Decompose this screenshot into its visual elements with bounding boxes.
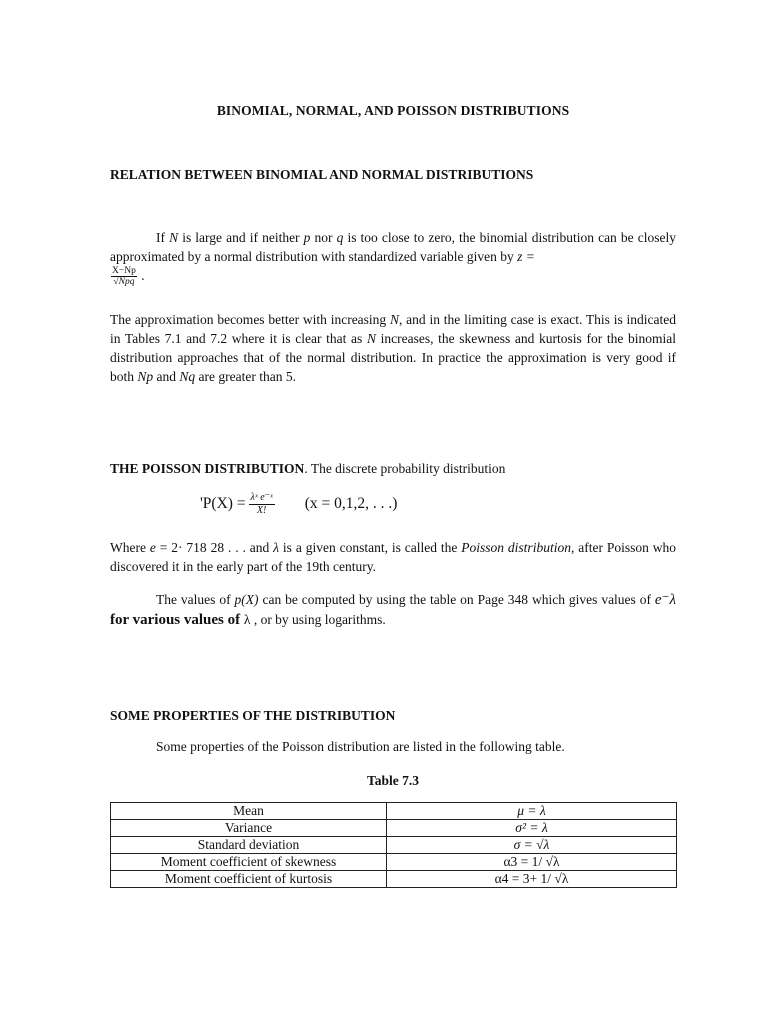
standardized-variable-fraction: $\frac{X-Np}{\text{√Npq}}$ bbox=[112, 266, 136, 288]
property-value: σ² = λ bbox=[387, 820, 677, 837]
paragraph-approximation-condition: If N is large and if neither p nor q is too close to zero, the binomial distribution can be closely approximated by a normal distribution with standardized variable given by z = $\frac{X-Np}{\text{√Npq}}$ . bbox=[110, 230, 676, 288]
property-label: Variance bbox=[111, 820, 387, 837]
property-label: Moment coefficient of skewness bbox=[111, 854, 387, 871]
property-label: Moment coefficient of kurtosis bbox=[111, 871, 387, 888]
poisson-heading-line: THE POISSON DISTRIBUTION. The discrete probability distribution bbox=[110, 461, 506, 476]
property-value: μ = λ bbox=[387, 803, 677, 820]
document-title: BINOMIAL, NORMAL, AND POISSON DISTRIBUTIONS bbox=[216, 103, 570, 118]
table-caption: Table 7.3 bbox=[366, 773, 420, 788]
property-label: Mean bbox=[111, 803, 387, 820]
table-row bbox=[111, 837, 677, 854]
paragraph-poisson-values: The values of p(X) can be computed by using the table on Page 348 which gives values of e⁻λ for various values of λ , or by using logarithms. bbox=[110, 592, 676, 628]
property-label: Standard deviation bbox=[111, 837, 387, 854]
table-row bbox=[111, 871, 677, 888]
property-value: α3 = 1/ √λ bbox=[387, 854, 677, 871]
section-heading-properties: SOME PROPERTIES OF THE DISTRIBUTION bbox=[110, 708, 396, 723]
properties-table bbox=[110, 802, 677, 888]
section-heading-poisson: THE POISSON DISTRIBUTION bbox=[110, 461, 305, 476]
table-row bbox=[111, 803, 677, 820]
poisson-formula: 'P(X) = $\frac{\text{λˣ e⁻ˣ}}{X!}$ (x = 0,1,2, . . .) bbox=[200, 492, 398, 516]
paragraph-poisson-definition: Where e = 2· 718 28 . . . and λ is a given constant, is called the Poisson distribution, after Poisson who discovered it in the early part of the 19th century. bbox=[110, 540, 677, 574]
properties-intro: Some properties of the Poisson distribution are listed in the following table. bbox=[156, 739, 565, 754]
property-value: σ = √λ bbox=[387, 837, 677, 854]
table-row bbox=[111, 820, 677, 837]
paragraph-approximation-improvement: The approximation becomes better with increasing N, and in the limiting case is exact. This is indicated in Tables 7.1 and 7.2 where it is clear that as N increases, the skewness and kurtosis for the binomial distribution approaches that of the normal distribution. In practice the approximation is very good if both Np and Nq are greater than 5. bbox=[110, 312, 676, 384]
section-heading-binomial-normal: RELATION BETWEEN BINOMIAL AND NORMAL DISTRIBUTIONS bbox=[110, 167, 534, 182]
property-value: α4 = 3+ 1/ √λ bbox=[387, 871, 677, 888]
table-row bbox=[111, 854, 677, 871]
